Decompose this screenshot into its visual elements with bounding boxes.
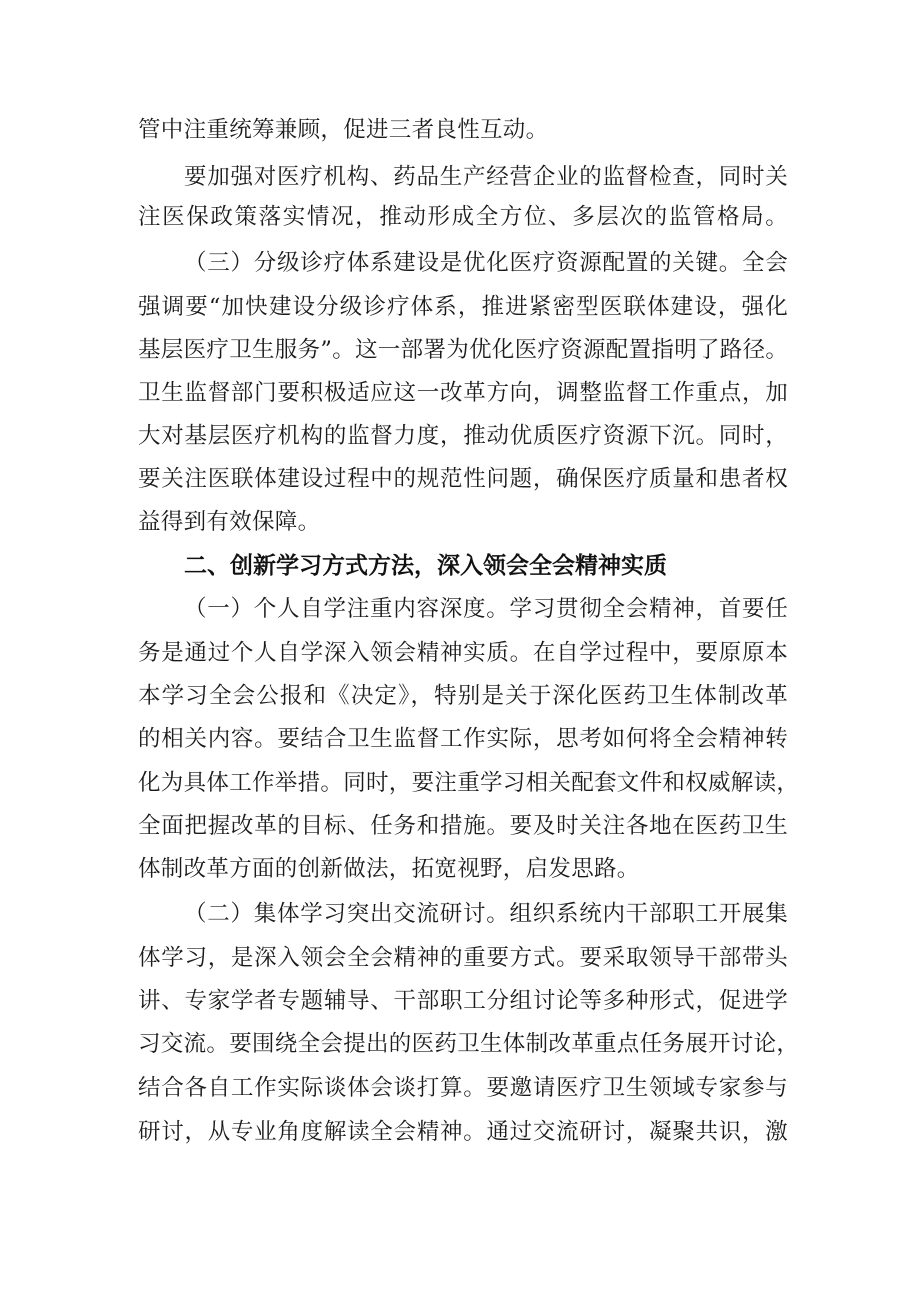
text-line: 大对基层医疗机构的监督力度，推动优质医疗资源下沉。同时， [138, 423, 788, 449]
text-line: 全面把握改革的目标、任务和措施。要及时关注各地在医药卫生 [138, 813, 788, 839]
section-heading: 二、创新学习方式方法，深入领会全会精神实质 [184, 553, 667, 579]
text-line: 管中注重统筹兼顾，促进三者良性互动。 [138, 117, 549, 143]
text-line: 注医保政策落实情况，推动形成全方位、多层次的监管格局。 [138, 204, 788, 230]
text-line: 结合各自工作实际谈体会谈打算。要邀请医疗卫生领域专家参与 [138, 1075, 788, 1101]
text-line: 要关注医联体建设过程中的规范性问题，确保医疗质量和患者权 [138, 466, 788, 492]
text-line: 讲、专家学者专题辅导、干部职工分组讨论等多种形式，促进学 [138, 988, 788, 1014]
text-line: 体学习，是深入领会全会精神的重要方式。要采取领导干部带头 [138, 945, 788, 971]
text-line: 益得到有效保障。 [138, 509, 321, 535]
text-line: （二）集体学习突出交流研讨。组织系统内干部职工开展集 [184, 901, 788, 927]
text-line: 本学习全会公报和《决定》，特别是关于深化医药卫生体制改革 [138, 683, 788, 709]
text-line: 基层医疗卫生服务”。这一部署为优化医疗资源配置指明了路径。 [138, 337, 789, 363]
text-line: 研讨，从专业角度解读全会精神。通过交流研讨，凝聚共识，激 [138, 1119, 788, 1145]
text-line: 体制改革方面的创新做法，拓宽视野，启发思路。 [138, 856, 640, 882]
text-line: 强调要“加快建设分级诊疗体系，推进紧密型医联体建设，强化 [138, 294, 788, 320]
text-line: （三）分级诊疗体系建设是优化医疗资源配置的关键。全会 [184, 250, 788, 276]
text-line: 习交流。要围绕全会提出的医药卫生体制改革重点任务展开讨论， [138, 1031, 800, 1057]
text-line: 要加强对医疗机构、药品生产经营企业的监督检查，同时关 [184, 164, 788, 190]
text-line: 化为具体工作举措。同时，要注重学习相关配套文件和权威解读， [138, 770, 800, 796]
text-line: （一）个人自学注重内容深度。学习贯彻全会精神，首要任 [184, 596, 788, 622]
text-line: 卫生监督部门要积极适应这一改革方向，调整监督工作重点，加 [138, 380, 788, 406]
text-line: 务是通过个人自学深入领会精神实质。在自学过程中，要原原本 [138, 640, 788, 666]
text-line: 的相关内容。要结合卫生监督工作实际，思考如何将全会精神转 [138, 726, 788, 752]
